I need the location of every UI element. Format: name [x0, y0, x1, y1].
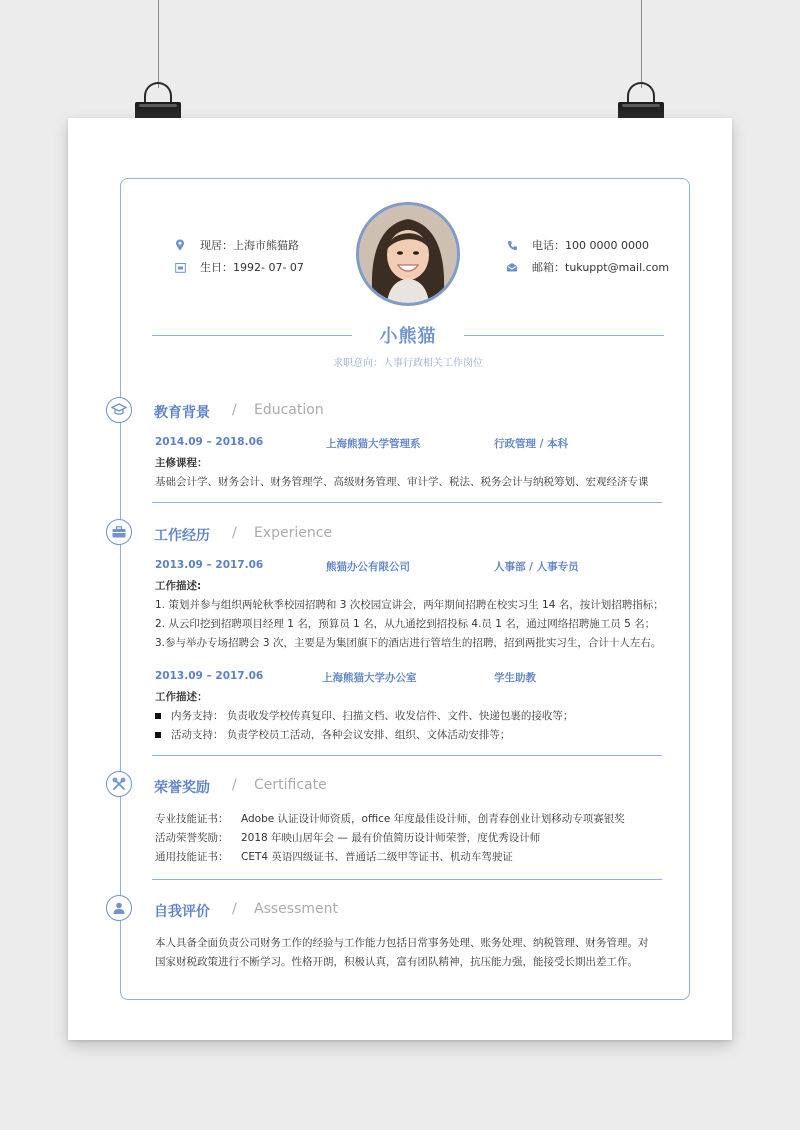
job-2-period: 2013.09 – 2017.06 [155, 670, 264, 682]
mail-icon [506, 261, 518, 273]
job-2-company: 上海熊猫大学办公室 [322, 672, 417, 684]
experience-section-icon [106, 519, 132, 545]
phone-label: 电话： [532, 239, 565, 252]
location-pin-icon [174, 239, 186, 251]
education-period: 2014.09 – 2018.06 [155, 436, 264, 448]
assessment-title-en: Assessment [254, 901, 338, 917]
assessment-title: 自我评价 [154, 904, 210, 920]
assessment-line-2: 国家财税政策进行不断学习。性格开朗，积极认真，富有团队精神，抗压能力强，能接受长期出差工作。 [155, 956, 638, 968]
address-info [174, 237, 299, 253]
tools-icon [112, 777, 126, 791]
graduation-cap-icon [111, 403, 127, 417]
briefcase-icon [112, 526, 126, 538]
education-divider [152, 502, 662, 503]
certificate-slash: / [232, 777, 237, 793]
person-name: 小熊猫 [379, 326, 437, 347]
certificate-section-icon [106, 771, 132, 797]
job-intent: 求职意向：人事行政相关工作岗位 [333, 358, 483, 369]
birth-info [174, 259, 304, 275]
job-1-line-1: 1. 策划并参与组织两轮秋季校园招聘和 3 次校园宣讲会，两年期间招聘在校实习生 14 名，按计划招聘指标； [155, 599, 664, 611]
email-label: 邮箱： [532, 261, 565, 274]
job-2-role: 学生助教 [494, 672, 536, 684]
certificate-row-1-value: Adobe 认证设计师资质，office 年度最佳设计师，创青春创业计划移动专项赛银奖 [241, 813, 625, 825]
certificate-divider [152, 879, 662, 880]
certificate-row-1-label: 专业技能证书： [155, 813, 229, 825]
avatar [356, 202, 460, 306]
education-slash: / [232, 402, 237, 418]
education-major: 行政管理 / 本科 [494, 438, 569, 450]
job-2-line-1: 内务支持： 负责收发学校传真复印、扫描文档、收发信件、文件、快递包裹的接收等； [155, 708, 573, 723]
job-1-desc-label: 工作描述: [155, 580, 202, 592]
job-1-period: 2013.09 – 2017.06 [155, 559, 264, 571]
courses-text: 基础会计学、财务会计、财务管理学、高级财务管理、审计学、税法、税务会计与纳税筹划、宏观经济专课 [155, 476, 649, 488]
bullet [155, 713, 161, 719]
certificate-title-en: Certificate [254, 777, 327, 793]
education-school: 上海熊猫大学管理系 [326, 438, 421, 450]
hanging-string-right [641, 0, 642, 88]
address-label: 现居： [200, 239, 233, 252]
email-info [506, 259, 669, 275]
bullet [155, 732, 161, 738]
name-line-left [152, 335, 352, 336]
phone-info [506, 237, 649, 253]
education-title-en: Education [254, 402, 324, 418]
birth-label: 生日： [200, 261, 233, 274]
experience-slash: / [232, 525, 237, 541]
experience-title-en: Experience [254, 525, 333, 541]
job-1-line-3: 3.参与举办专场招聘会 3 次，主要是为集团旗下的酒店进行管培生的招聘，招到两批实习生，合计十人左右。 [155, 637, 662, 649]
resume-paper [68, 118, 732, 1040]
certificate-row-3-value: CET4 英语四级证书、普通话二级甲等证书、机动车驾驶证 [241, 851, 513, 863]
courses-label: 主修课程： [155, 457, 208, 469]
education-title: 教育背景 [154, 405, 210, 421]
job-2-desc-label: 工作描述： [155, 691, 208, 703]
hanging-string-left [158, 0, 159, 88]
certificate-row-2-value: 2018 年映山居年会 — 最有价值简历设计师荣誉，度优秀设计师 [241, 832, 541, 844]
assessment-line-1: 本人具备全面负责公司财务工作的经验与工作能力包括日常事务处理、账务处理、纳税管理、财务管理。对 [155, 937, 649, 949]
certificate-row-2-label: 活动荣誉奖励： [155, 832, 229, 844]
education-section-icon [106, 397, 132, 423]
name-line-right [464, 335, 664, 336]
phone-icon [506, 239, 518, 251]
job-1-line-2: 2. 从云印挖到招聘项目经理 1 名，预算员 1 名，从九通挖到招投标 4.员 1 名，通过网络招聘施工员 5 名； [155, 618, 656, 630]
calendar-icon [174, 261, 186, 273]
phone-value: 100 0000 0000 [565, 238, 649, 252]
experience-divider [152, 755, 662, 756]
job-2-line-2: 活动支持： 负责学校员工活动，各种会议安排、组织、文体活动安排等； [155, 727, 510, 742]
experience-title: 工作经历 [154, 528, 210, 544]
assessment-slash: / [232, 901, 237, 917]
user-icon [112, 901, 126, 915]
job-1-role: 人事部 / 人事专员 [494, 561, 579, 573]
job-1-company: 熊猫办公有限公司 [326, 561, 410, 573]
birth-value: 1992- 07- 07 [233, 260, 304, 274]
certificate-row-3-label: 通用技能证书： [155, 851, 229, 863]
certificate-title: 荣誉奖励 [154, 780, 210, 796]
assessment-section-icon [106, 895, 132, 921]
address-value: 上海市熊猫路 [233, 239, 299, 252]
email-value: tukuppt@mail.com [565, 260, 670, 274]
